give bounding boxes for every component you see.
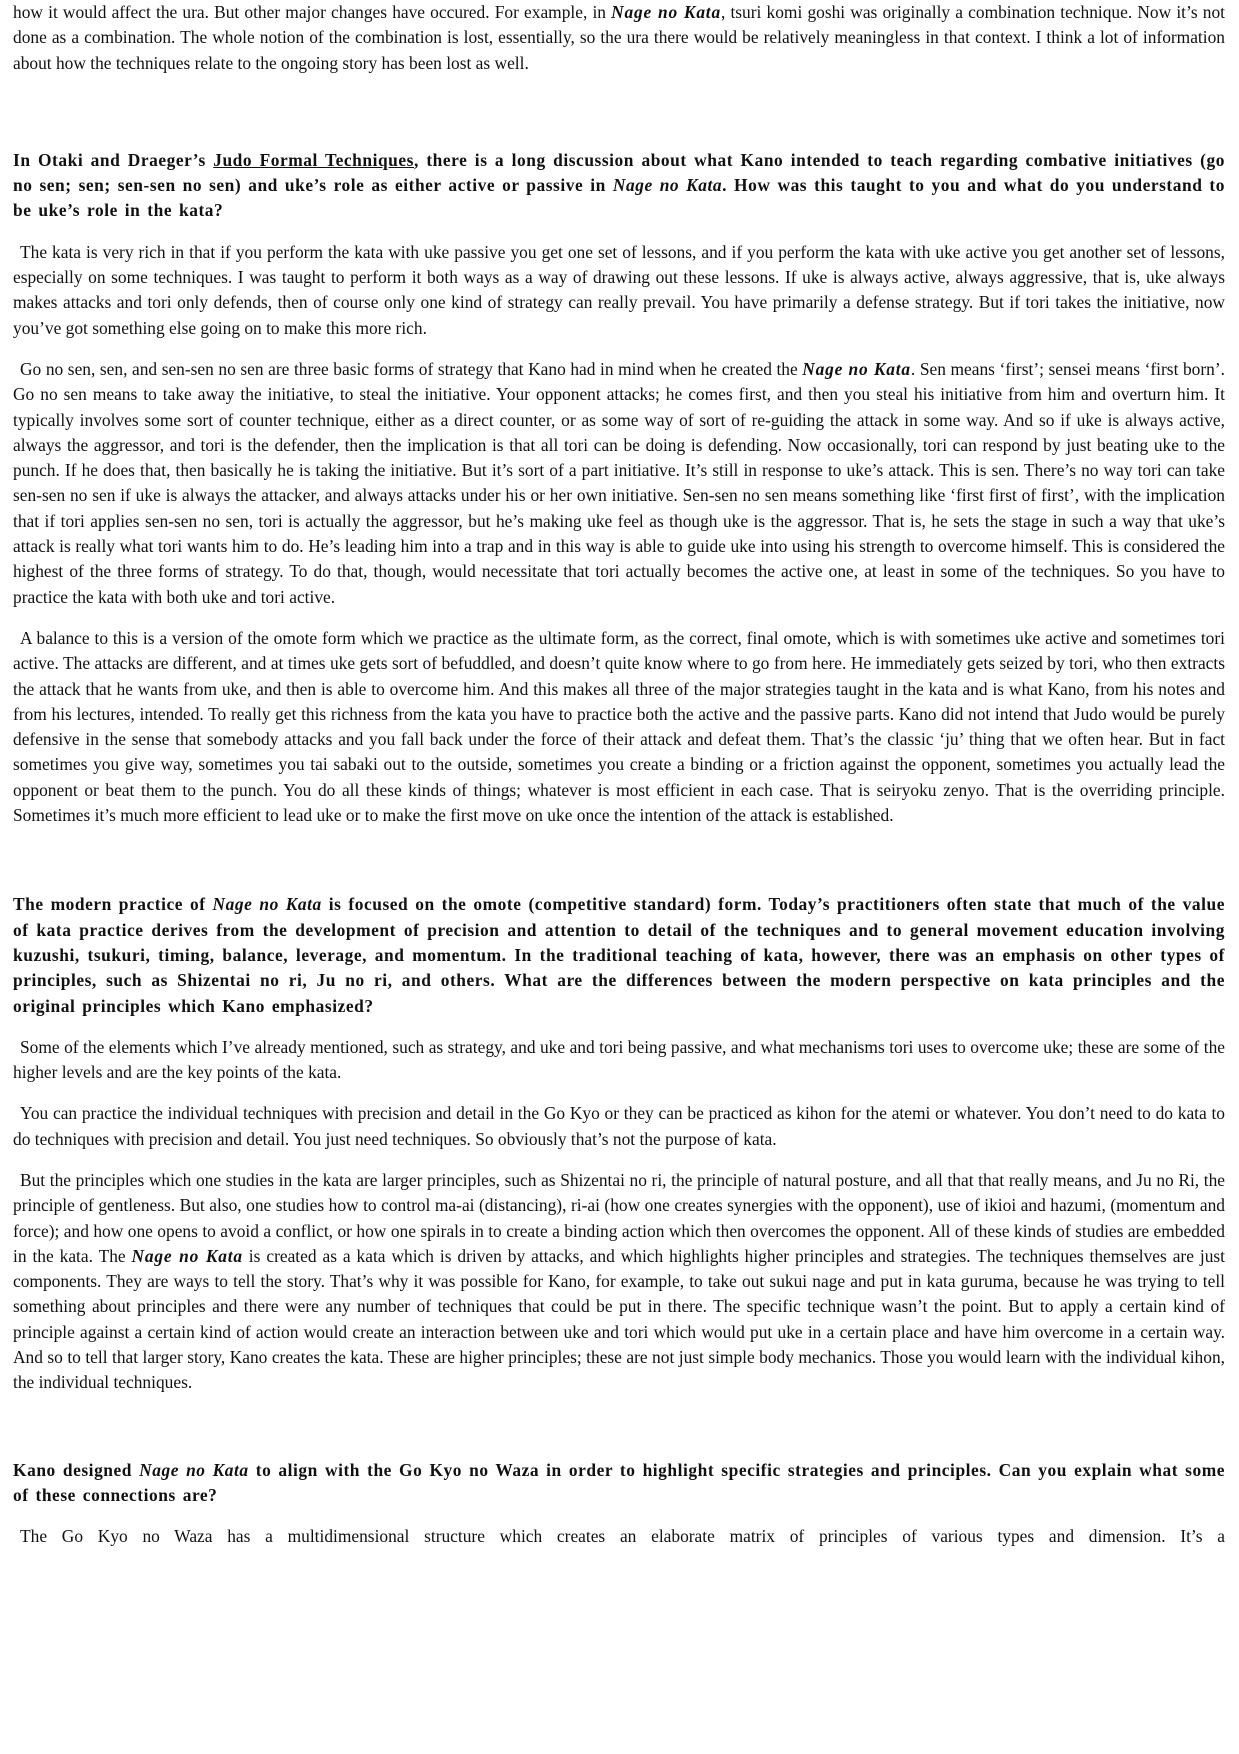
answer-paragraph: The kata is very rich in that if you perform the kata with uke passive you get one set of lessons, and if you perform the kata with uke active you get another set of lessons, especially on some techniques. I was taught to perform it both ways as a way of drawing out these lessons. If uke is always active, always aggressive, that is, uke always makes attacks and tori only defends, then of course only one kind of strategy can really prevail. You have primarily a defense strategy. But if tori takes the initiative, now you’ve got something else going on to make this more rich. — [13, 241, 1225, 338]
spacer — [13, 1508, 1225, 1524]
kata-title: Nage no Kata — [139, 1459, 249, 1480]
kata-title: Nage no Kata — [611, 2, 721, 22]
question-1: In Otaki and Draeger’s Judo Formal Techniques, there is a long discussion about what Kano intended to teach regarding combative initiatives (go no sen; sen; sen-sen no sen) and uke’s role as either active or passive in Nage no Kata. How was this taught to you and what do you understand to be uke’s role in the kata? — [13, 149, 1226, 221]
spacer — [13, 1019, 1225, 1035]
question-2: The modern practice of Nage no Kata is focused on the omote (competitive standard) form. Today’s practitioners often state that much of the value of kata practice derives from the development of precision and attention to detail of the techniques and to general movement education involving kuzushi, tsukuri, timing, balance, leverage, and momentum. In the traditional teaching of kata, however, there was an emphasis on other types of principles, such as Shizentai no ri, Ju no ri, and others. What are the differences between the modern perspective on kata principles and the original principles which Kano emphasized? — [13, 894, 1225, 1016]
paragraph-intro: how it would affect the ura. But other major changes have occured. For example, in Nage no Kata, tsuri komi goshi was originally a combination technique. Now it’s not done as a combination. The whole notion of the combination is lost, essentially, so the ura there would be relatively meaningless in that context. I think a lot of information about how the techniques relate to the ongoing story has been lost as well. — [13, 2, 1225, 73]
kata-title: Nage no Kata — [802, 358, 911, 379]
spacer — [13, 1085, 1225, 1101]
question-3: Kano designed Nage no Kata to align with the Go Kyo no Waza in order to highlight specific strategies and principles. Can you explain what some of these connections are? — [13, 1459, 1226, 1505]
kata-title: Nage no Kata — [131, 1245, 243, 1266]
spacer — [13, 610, 1225, 626]
answer-paragraph: A balance to this is a version of the omote form which we practice as the ultimate form, as the correct, final omote, which is with sometimes uke active and sometimes tori active. The attacks are different, and at times uke gets sort of befuddled, and doesn’t quite know where to go from here. He immediately gets seized by tori, who then extracts the attack that he wants from uke, and then is able to overcome him. And this makes all three of the major strategies taught in the kata and is what Kano, from his notes and from his lectures, intended. To really get this richness from the kata you have to practice both the active and the passive parts. Kano did not intend that Judo would be purely defensive in the sense that somebody attacks and you fall back under the force of their attack and defeat them. That’s the classic ‘ju’ thing that we often hear. But in fact sometimes you give way, sometimes you tai sabaki out to the outside, sometimes you create a binding or a friction against the opponent, sometimes you actually lead the opponent or beat them to the punch. You do all these kinds of things; whatever is most efficient in each case. That is seiryoku zenyo. That is the overriding principle. Sometimes it’s much more efficient to lead uke or to make the first move on uke once the intention of the attack is established. — [13, 627, 1225, 826]
kata-title: Nage no Kata — [612, 175, 723, 196]
answer-paragraph: Go no sen, sen, and sen-sen no sen are three basic forms of strategy that Kano had in mind when he created the Nage no Kata. Sen means ‘first’; sensei means ‘first born’. Go no sen means to take away the initiative, to steal the initiative. Your opponent attacks; he comes first, and then you steal his initiative from him and overturn him. It typically involves some sort of counter technique, either as a direct counter, or as some way of sort of re-guiding the attack in some way. And so if uke is always active, always the aggressor, and tori is the defender, then the implication is that all tori can be doing is defending. Now occasionally, tori can respond by just beating uke to the punch. If he does that, then basically he is taking the initiative. But it’s sort of a part initiative. It’s still in response to uke’s attack. This is sen. There’s no way tori can take sen-sen no sen if uke is always the attacker, and always attacks under his or her own initiative. Sen-sen no sen means something like ‘first first of first’, with the implication that if tori applies sen-sen no sen, tori is actually the aggressor, but he’s making uke feel as though uke is the aggressor. That is, he sets the stage in such a way that uke’s attack is really what tori wants him to do. He’s leading him into a trap and in this way is able to guide uke into using his strength to overcome himself. This is considered the highest of the three forms of strategy. To do that, though, would necessitate that tori actually becomes the active one, at least in some of the techniques. So you have to practice the kata with both uke and tori active. — [13, 358, 1225, 607]
answer-paragraph: But the principles which one studies in the kata are larger principles, such as Shizentai no ri, the principle of natural posture, and all that that really means, and Ju no Ri, the principle of gentleness. But also, one studies how to control ma-ai (distancing), ri-ai (how one creates synergies with the opponent), use of ikioi and hazumi, (momentum and force); and how one opens to avoid a conflict, or how one spirals in to create a binding action which then overcomes the opponent. All of these kinds of studies are embedded in the kata. The Nage no Kata is created as a kata which is driven by attacks, and which highlights higher principles and strategies. The techniques themselves are just components. They are ways to tell the story. That’s why it was possible for Kano, for example, to take out sukui nage and put in kata guruma, because he was trying to tell something about principles and there were any number of techniques that could be put in there. The specific technique wasn’t the point. But to apply a certain kind of principle against a certain kind of action would create an interaction between uke and tori which would put uke in a certain place and have him overcome in a certain way. And so to tell that larger story, Kano creates the kata. These are higher principles; these are not just simple body mechanics. Those you would learn with the individual kihon, the individual techniques. — [13, 1169, 1225, 1393]
answer-paragraph: You can practice the individual techniques with precision and detail in the Go Kyo or they can be practiced as kihon for the atemi or whatever. You don’t need to do kata to do techniques with precision and detail. You just need techniques. So obviously that’s not the purpose of kata. — [13, 1103, 1225, 1149]
kata-title: Nage no Kata — [212, 894, 322, 915]
spacer — [13, 1152, 1225, 1168]
spacer — [13, 828, 1225, 892]
answer-paragraph: Some of the elements which I’ve already mentioned, such as strategy, and uke and tori being passive, and what mechanisms tori uses to overcome uke; these are some of the higher levels and are the key points of the kata. — [13, 1036, 1225, 1083]
spacer — [13, 1396, 1225, 1458]
spacer — [13, 224, 1225, 240]
spacer — [13, 76, 1225, 148]
book-title: Judo Formal Techniques — [213, 149, 414, 170]
answer-paragraph: The Go Kyo no Waza has a multidimensional structure which creates an elaborate matrix of principles of various types and dimension. It’s a — [20, 1526, 1225, 1547]
spacer — [13, 341, 1225, 357]
